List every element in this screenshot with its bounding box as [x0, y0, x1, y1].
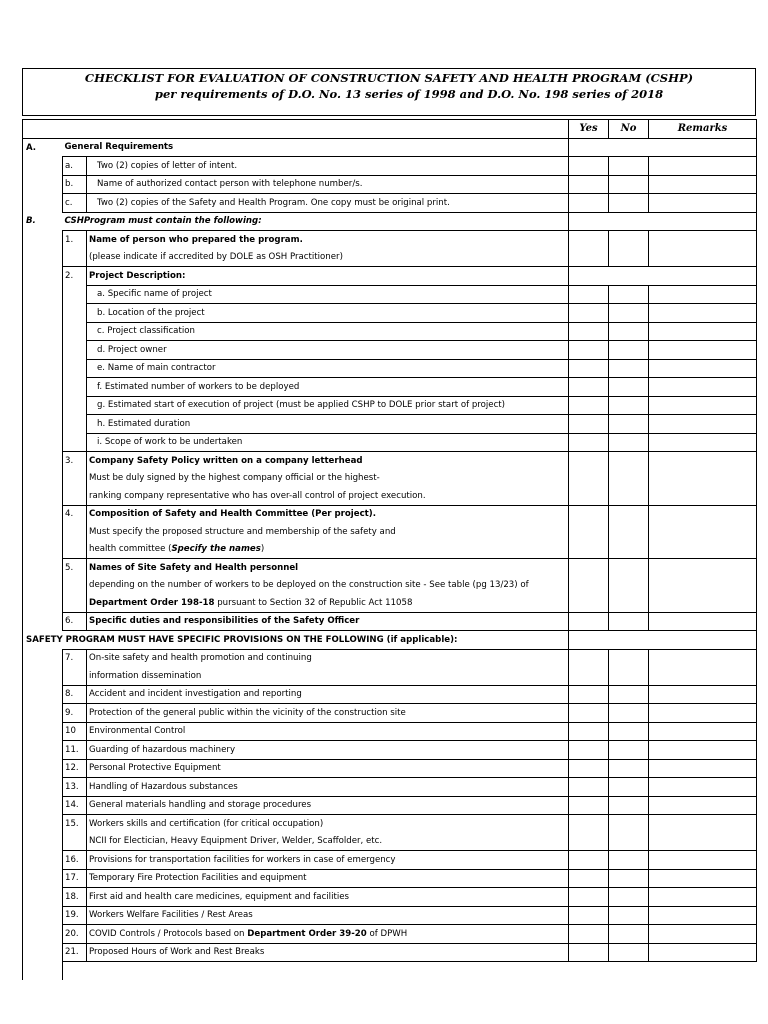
- table-row: [23, 778, 757, 797]
- item-title: Company Safety Policy written on a company letterhead: [87, 452, 569, 470]
- item-text: [87, 925, 569, 944]
- table-row: [23, 175, 757, 194]
- yes-checkbox[interactable]: [569, 722, 609, 741]
- item-num: 17.: [63, 869, 87, 888]
- remarks-cell[interactable]: [649, 231, 757, 267]
- item-num: 4.: [63, 505, 87, 523]
- yes-checkbox[interactable]: [569, 285, 609, 304]
- item-text: Workers skills and certification (for critical occupation): [87, 815, 569, 833]
- item-num: 19.: [63, 906, 87, 925]
- yes-checkbox[interactable]: [569, 649, 609, 685]
- item-text: a. Specific name of project: [87, 285, 569, 304]
- remarks-cell[interactable]: [649, 685, 757, 704]
- yes-checkbox[interactable]: [569, 359, 609, 378]
- table-row: [23, 943, 757, 962]
- table-row: [23, 322, 757, 341]
- remarks-cell[interactable]: [649, 649, 757, 685]
- yes-checkbox[interactable]: [569, 906, 609, 925]
- text-part: of DPWH: [366, 928, 408, 939]
- specify-names-text: Specify the names: [171, 544, 261, 555]
- yes-checkbox[interactable]: [569, 741, 609, 760]
- table-row: [23, 231, 757, 249]
- remarks-cell[interactable]: [649, 433, 757, 452]
- section-a-row: [23, 138, 757, 157]
- checklist-table: [22, 119, 757, 980]
- remarks-cell[interactable]: [649, 341, 757, 360]
- item-text: Guarding of hazardous machinery: [87, 741, 569, 760]
- table-row: [23, 685, 757, 704]
- checklist-sheet: [22, 68, 756, 980]
- item-num: 15.: [63, 815, 87, 833]
- item-text: e. Name of main contractor: [87, 359, 569, 378]
- item-num: 7.: [63, 649, 87, 667]
- item-num: 18.: [63, 888, 87, 907]
- no-checkbox[interactable]: [609, 759, 649, 778]
- item-text: Environmental Control: [87, 722, 569, 741]
- item-title: Project Description:: [87, 267, 569, 286]
- dept-order-text: Department Order 198-18: [89, 597, 215, 608]
- no-checkbox[interactable]: [609, 378, 649, 397]
- remarks-cell[interactable]: [649, 704, 757, 723]
- title-box: [22, 68, 756, 116]
- table-row: [23, 452, 757, 470]
- table-row: [23, 888, 757, 907]
- item-text: Two (2) copies of the Safety and Health Program. One copy must be original print.: [87, 194, 569, 213]
- table-row: [23, 815, 757, 833]
- remarks-header: Remarks: [649, 120, 757, 139]
- table-row: [23, 559, 757, 577]
- remarks-cell[interactable]: [649, 452, 757, 506]
- item-text: ranking company representative who has over-all control of project execution.: [87, 487, 569, 505]
- no-checkbox[interactable]: [609, 796, 649, 815]
- item-title: Names of Site Safety and Health personnel: [87, 559, 569, 577]
- remarks-cell[interactable]: [649, 851, 757, 870]
- title-line-1: CHECKLIST FOR EVALUATION OF CONSTRUCTION SAFETY AND HEALTH PROGRAM (CSHP): [84, 71, 694, 85]
- yes-checkbox[interactable]: [569, 888, 609, 907]
- no-checkbox[interactable]: [609, 359, 649, 378]
- item-num: 3.: [63, 452, 87, 470]
- yes-checkbox[interactable]: [569, 685, 609, 704]
- no-checkbox[interactable]: [609, 869, 649, 888]
- remarks-cell[interactable]: [649, 943, 757, 962]
- yes-checkbox[interactable]: [569, 869, 609, 888]
- remarks-cell[interactable]: [649, 359, 757, 378]
- yes-checkbox[interactable]: [569, 943, 609, 962]
- remarks-cell[interactable]: [649, 906, 757, 925]
- remarks-cell[interactable]: [649, 888, 757, 907]
- section-a-label: A.: [23, 138, 63, 157]
- item-text: Temporary Fire Protection Facilities and equipment: [87, 869, 569, 888]
- item-text: First aid and health care medicines, equipment and facilities: [87, 888, 569, 907]
- item-num: 5.: [63, 559, 87, 577]
- no-checkbox[interactable]: [609, 396, 649, 415]
- item-text: i. Scope of work to be undertaken: [87, 433, 569, 452]
- no-checkbox[interactable]: [609, 322, 649, 341]
- text-part: COVID Controls / Protocols based on: [89, 928, 248, 939]
- item-text: g. Estimated start of execution of project (must be applied CSHP to DOLE prior start of project): [87, 396, 569, 415]
- no-checkbox[interactable]: [609, 559, 649, 613]
- remarks-cell[interactable]: [649, 722, 757, 741]
- yes-checkbox[interactable]: [569, 704, 609, 723]
- remarks-cell[interactable]: [649, 778, 757, 797]
- no-checkbox[interactable]: [609, 815, 649, 851]
- table-row: [23, 267, 757, 286]
- item-text: NCII for Electician, Heavy Equipment Driver, Welder, Scaffolder, etc.: [87, 833, 569, 851]
- remarks-cell[interactable]: [649, 815, 757, 851]
- text-part: ): [260, 544, 265, 555]
- item-text: c. Project classification: [87, 322, 569, 341]
- yes-checkbox[interactable]: [569, 851, 609, 870]
- safety-program-heading-row: [23, 631, 757, 650]
- table-row: [23, 378, 757, 397]
- yes-checkbox[interactable]: [569, 796, 609, 815]
- remarks-cell[interactable]: [649, 396, 757, 415]
- table-row: [23, 194, 757, 213]
- no-checkbox[interactable]: [609, 231, 649, 267]
- item-title: Specific duties and responsibilities of the Safety Officer: [87, 612, 569, 631]
- yes-checkbox[interactable]: [569, 925, 609, 944]
- table-row: [23, 285, 757, 304]
- yes-checkbox[interactable]: [569, 231, 609, 267]
- item-text: Personal Protective Equipment: [87, 759, 569, 778]
- item-text: Handling of Hazardous substances: [87, 778, 569, 797]
- title-line-2: per requirements of D.O. No. 13 series of 1998 and D.O. No. 198 series of 2018: [154, 87, 664, 101]
- no-checkbox[interactable]: [609, 285, 649, 304]
- item-title: Composition of Safety and Health Committee (Per project).: [87, 505, 569, 523]
- item-num: 11.: [63, 741, 87, 760]
- table-bottom-row: [23, 962, 757, 980]
- remarks-cell[interactable]: [649, 741, 757, 760]
- yes-checkbox[interactable]: [569, 194, 609, 213]
- remarks-cell[interactable]: [649, 869, 757, 888]
- yes-checkbox[interactable]: [569, 778, 609, 797]
- yes-checkbox[interactable]: [569, 559, 609, 613]
- item-num: 20.: [63, 925, 87, 944]
- remarks-cell[interactable]: [649, 157, 757, 176]
- remarks-cell[interactable]: [649, 505, 757, 559]
- item-num: b.: [63, 175, 87, 194]
- table-row: [23, 851, 757, 870]
- remarks-cell[interactable]: [649, 559, 757, 613]
- no-checkbox[interactable]: [609, 175, 649, 194]
- yes-checkbox[interactable]: [569, 815, 609, 851]
- table-row: [23, 341, 757, 360]
- yes-checkbox[interactable]: [569, 505, 609, 559]
- remarks-cell[interactable]: [649, 322, 757, 341]
- no-checkbox[interactable]: [609, 157, 649, 176]
- section-b-title: CSHProgram must contain the following:: [64, 216, 262, 227]
- remarks-cell[interactable]: [649, 304, 757, 323]
- item-text: f. Estimated number of workers to be deployed: [87, 378, 569, 397]
- header-row: [23, 120, 757, 139]
- no-checkbox[interactable]: [609, 741, 649, 760]
- item-text: depending on the number of workers to be deployed on the construction site - See table (pg 13/23) of: [87, 577, 569, 595]
- item-num: 1.: [63, 231, 87, 249]
- yes-checkbox[interactable]: [569, 759, 609, 778]
- section-b-label: B.: [23, 212, 63, 231]
- item-text: Provisions for transportation facilities for workers in case of emergency: [87, 851, 569, 870]
- yes-checkbox[interactable]: [569, 415, 609, 434]
- table-row: [23, 869, 757, 888]
- item-text: information dissemination: [87, 667, 569, 685]
- no-checkbox[interactable]: [609, 612, 649, 631]
- no-checkbox[interactable]: [609, 415, 649, 434]
- item-num: 12.: [63, 759, 87, 778]
- yes-checkbox[interactable]: [569, 175, 609, 194]
- item-note: (please indicate if accredited by DOLE as OSH Practitioner): [87, 249, 569, 267]
- remarks-cell[interactable]: [649, 285, 757, 304]
- item-text: Two (2) copies of letter of intent.: [87, 157, 569, 176]
- item-text: General materials handling and storage procedures: [87, 796, 569, 815]
- table-row: [23, 612, 757, 631]
- item-num: 16.: [63, 851, 87, 870]
- no-checkbox[interactable]: [609, 649, 649, 685]
- table-row: [23, 906, 757, 925]
- item-num: 2.: [63, 267, 87, 286]
- no-checkbox[interactable]: [609, 304, 649, 323]
- yes-checkbox[interactable]: [569, 612, 609, 631]
- item-num: 14.: [63, 796, 87, 815]
- yes-header: Yes: [569, 120, 609, 139]
- no-checkbox[interactable]: [609, 685, 649, 704]
- no-checkbox[interactable]: [609, 505, 649, 559]
- section-a-title: General Requirements: [64, 142, 174, 153]
- item-num: c.: [63, 194, 87, 213]
- item-title: Name of person who prepared the program.: [87, 231, 569, 249]
- yes-checkbox[interactable]: [569, 452, 609, 506]
- table-row: [23, 759, 757, 778]
- text-part: pursuant to Section 32 of Republic Act 11058: [214, 597, 413, 608]
- item-num: a.: [63, 157, 87, 176]
- yes-checkbox[interactable]: [569, 304, 609, 323]
- item-text: Must be duly signed by the highest company official or the highest-: [87, 470, 569, 488]
- item-num: 8.: [63, 685, 87, 704]
- table-row: [23, 505, 757, 523]
- no-checkbox[interactable]: [609, 722, 649, 741]
- item-text: Workers Welfare Facilities / Rest Areas: [87, 906, 569, 925]
- item-text: Must specify the proposed structure and membership of the safety and: [87, 523, 569, 541]
- safety-program-heading: SAFETY PROGRAM MUST HAVE SPECIFIC PROVISIONS ON THE FOLLOWING (if applicable):: [23, 631, 569, 650]
- item-text: d. Project owner: [87, 341, 569, 360]
- table-row: [23, 796, 757, 815]
- item-text: On-site safety and health promotion and continuing: [87, 649, 569, 667]
- no-checkbox[interactable]: [609, 452, 649, 506]
- no-checkbox[interactable]: [609, 704, 649, 723]
- no-checkbox[interactable]: [609, 925, 649, 944]
- item-text: Accident and incident investigation and reporting: [87, 685, 569, 704]
- section-b-row: [23, 212, 757, 231]
- no-checkbox[interactable]: [609, 194, 649, 213]
- remarks-cell[interactable]: [649, 759, 757, 778]
- table-row: [23, 704, 757, 723]
- item-text: h. Estimated duration: [87, 415, 569, 434]
- table-row: [23, 722, 757, 741]
- table-row: [23, 359, 757, 378]
- text-part: health committee (: [89, 544, 172, 555]
- table-row: [23, 396, 757, 415]
- item-text: Name of authorized contact person with telephone number/s.: [87, 175, 569, 194]
- no-checkbox[interactable]: [609, 778, 649, 797]
- item-text: Protection of the general public within the vicinity of the construction site: [87, 704, 569, 723]
- no-checkbox[interactable]: [609, 906, 649, 925]
- table-row: [23, 157, 757, 176]
- item-num: 21.: [63, 943, 87, 962]
- remarks-cell[interactable]: [649, 612, 757, 631]
- yes-checkbox[interactable]: [569, 396, 609, 415]
- yes-checkbox[interactable]: [569, 378, 609, 397]
- yes-checkbox[interactable]: [569, 322, 609, 341]
- no-checkbox[interactable]: [609, 851, 649, 870]
- table-row: [23, 649, 757, 667]
- item-text: b. Location of the project: [87, 304, 569, 323]
- yes-checkbox[interactable]: [569, 157, 609, 176]
- table-row: [23, 304, 757, 323]
- item-num: 10: [63, 722, 87, 741]
- yes-checkbox[interactable]: [569, 433, 609, 452]
- remarks-cell[interactable]: [649, 796, 757, 815]
- no-checkbox[interactable]: [609, 888, 649, 907]
- table-row: [23, 433, 757, 452]
- remarks-cell[interactable]: [649, 925, 757, 944]
- item-num: 9.: [63, 704, 87, 723]
- no-checkbox[interactable]: [609, 943, 649, 962]
- no-checkbox[interactable]: [609, 341, 649, 360]
- table-row: [23, 415, 757, 434]
- remarks-cell[interactable]: [649, 415, 757, 434]
- yes-checkbox[interactable]: [569, 341, 609, 360]
- item-num: 6.: [63, 612, 87, 631]
- no-checkbox[interactable]: [609, 433, 649, 452]
- item-text: [87, 541, 569, 559]
- remarks-cell[interactable]: [649, 175, 757, 194]
- dept-order-text: Department Order 39-20: [247, 928, 367, 939]
- remarks-cell[interactable]: [649, 194, 757, 213]
- item-text: Proposed Hours of Work and Rest Breaks: [87, 943, 569, 962]
- no-header: No: [609, 120, 649, 139]
- table-row: [23, 925, 757, 944]
- item-num: 13.: [63, 778, 87, 797]
- table-row: [23, 741, 757, 760]
- remarks-cell[interactable]: [649, 378, 757, 397]
- item-text: [87, 594, 569, 612]
